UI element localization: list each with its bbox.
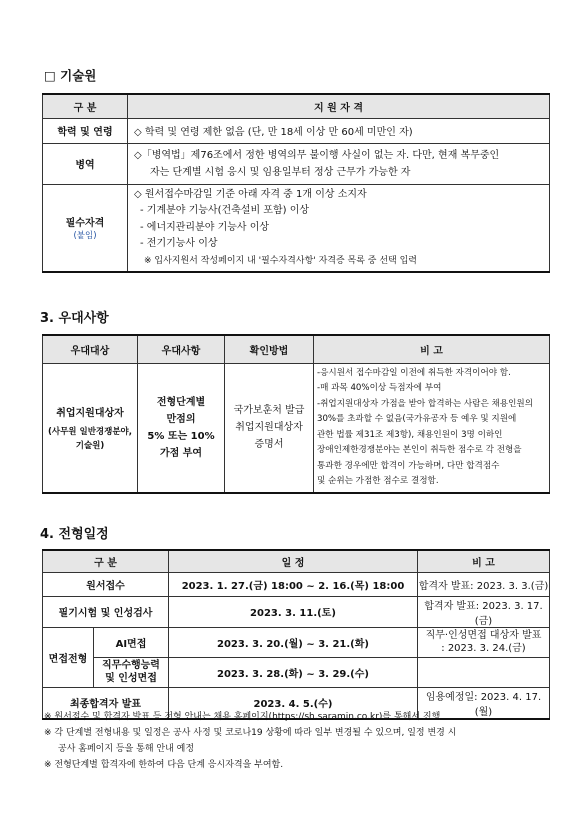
row-license-label: 필수자격 (붙임) <box>43 184 128 272</box>
sched-job-date: 2023. 3. 28.(화) ~ 3. 29.(수) <box>168 657 417 687</box>
schedule-title: 4. 전형일정 <box>40 527 109 542</box>
engineer-title: □ 기술원 <box>44 68 97 83</box>
sched-ai-label: AI면접 <box>94 627 169 657</box>
sched-ai-date: 2023. 3. 20.(월) ~ 3. 21.(화) <box>168 627 417 657</box>
pref-benefit: 전형단계별 만점의 5% 또는 10% 가점 부여 <box>138 363 225 493</box>
sched-apply-label: 원서접수 <box>43 572 169 596</box>
sched-ai-note: 직무·인성면접 대상자 발표 : 2023. 3. 24.(금) <box>417 627 549 657</box>
pref-header-method: 확인방법 <box>225 335 314 363</box>
sched-written-label: 필기시험 및 인성검사 <box>43 596 169 627</box>
row-military-content: ◇「병역법」제76조에서 정한 병역의무 불이행 사실이 없는 자. 다만, 현재 복무중인 자는 단계별 시험 응시 및 임용일부터 정상 근무가 가능한 자 <box>128 143 550 184</box>
row-military-label: 병역 <box>43 143 128 184</box>
sched-final-note: 임용예정일: 2023. 4. 17.(월) <box>417 687 549 719</box>
sched-final-date: 2023. 4. 5.(수) <box>168 687 417 719</box>
pref-header-target: 우대대상 <box>43 335 138 363</box>
sched-apply-date: 2023. 1. 27.(금) 18:00 ~ 2. 16.(목) 18:00 <box>168 572 417 596</box>
sched-apply-note: 합격자 발표: 2023. 3. 3.(금) <box>417 572 549 596</box>
pref-remarks: -응시원서 접수마감일 이전에 취득한 자격이어야 함. -매 과목 40%이상 득점자에 부여 -취업지원대상자 가점을 받아 합격하는 사람은 채용인원의 30%를 초과할 수 없음(국가유공자 등 예우 및 지원에 관한 법률 제31조 제3항), 채용인원이 3명 이하인 장애인제한경쟁분야는 본인이 취득한 점수로 각 전형을 통과한 경우에만 합격이 가능하며, 다만 합격점수 및 순위는 가점한 점수로 결정함. <box>314 363 550 493</box>
pref-method: 국가보훈처 발급 취업지원대상자 증명서 <box>225 363 314 493</box>
engineer-header-category: 구 분 <box>43 94 128 118</box>
sched-header-category: 구 분 <box>43 550 169 572</box>
sched-interview-group: 면접전형 <box>43 627 94 687</box>
row-education-label: 학력 및 연령 <box>43 118 128 143</box>
note-3: ※ 전형단계별 합격자에 한하여 다음 단계 응시자격을 부여함. <box>44 760 284 770</box>
sched-job-note <box>417 657 549 687</box>
note-2-cont: 공사 홈페이지 등을 통해 안내 예정 <box>58 744 195 754</box>
sched-header-remarks: 비 고 <box>417 550 549 572</box>
note-1: ※ 원서접수 및 합격자 발표 등 전형 안내는 채용 홈페이지(https://sh.saramin.co.kr)를 통해서 진행 <box>44 712 441 722</box>
sched-written-date: 2023. 3. 11.(토) <box>168 596 417 627</box>
pref-target: 취업지원대상자 (사무원 일반경쟁분야, 기술원) <box>43 363 138 493</box>
sched-final-label: 최종합격자 발표 <box>43 687 169 719</box>
preference-table <box>42 334 550 494</box>
sched-header-date: 일 정 <box>168 550 417 572</box>
note-2: ※ 각 단계별 전형내용 및 일정은 공사 사정 및 코로나19 상황에 따라 일부 변경될 수 있으며, 일정 변경 시 <box>44 728 457 738</box>
row-education-content: ◇ 학력 및 연령 제한 없음 (단, 만 18세 이상 만 60세 미만인 자) <box>128 118 550 143</box>
engineer-header-qualification: 지 원 자 격 <box>128 94 550 118</box>
preference-title: 3. 우대사항 <box>40 311 109 326</box>
pref-header-remarks: 비 고 <box>314 335 550 363</box>
row-license-content: ◇ 원서접수마감일 기준 아래 자격 중 1개 이상 소지자 - 기계분야 기능사(건축설비 포함) 이상 - 에너지관리분야 기능사 이상 - 전기기능사 이상 ※ 입사지원서 작성페이지 내 '필수자격사항' 자격증 목록 중 선택 입력 <box>128 184 550 272</box>
schedule-notes <box>44 709 554 773</box>
schedule-table <box>42 549 550 720</box>
sched-written-note: 합격자 발표: 2023. 3. 17.(금) <box>417 596 549 627</box>
sched-job-label: 직무수행능력 및 인성면접 <box>94 657 169 687</box>
engineer-table <box>42 93 550 273</box>
pref-header-benefit: 우대사항 <box>138 335 225 363</box>
